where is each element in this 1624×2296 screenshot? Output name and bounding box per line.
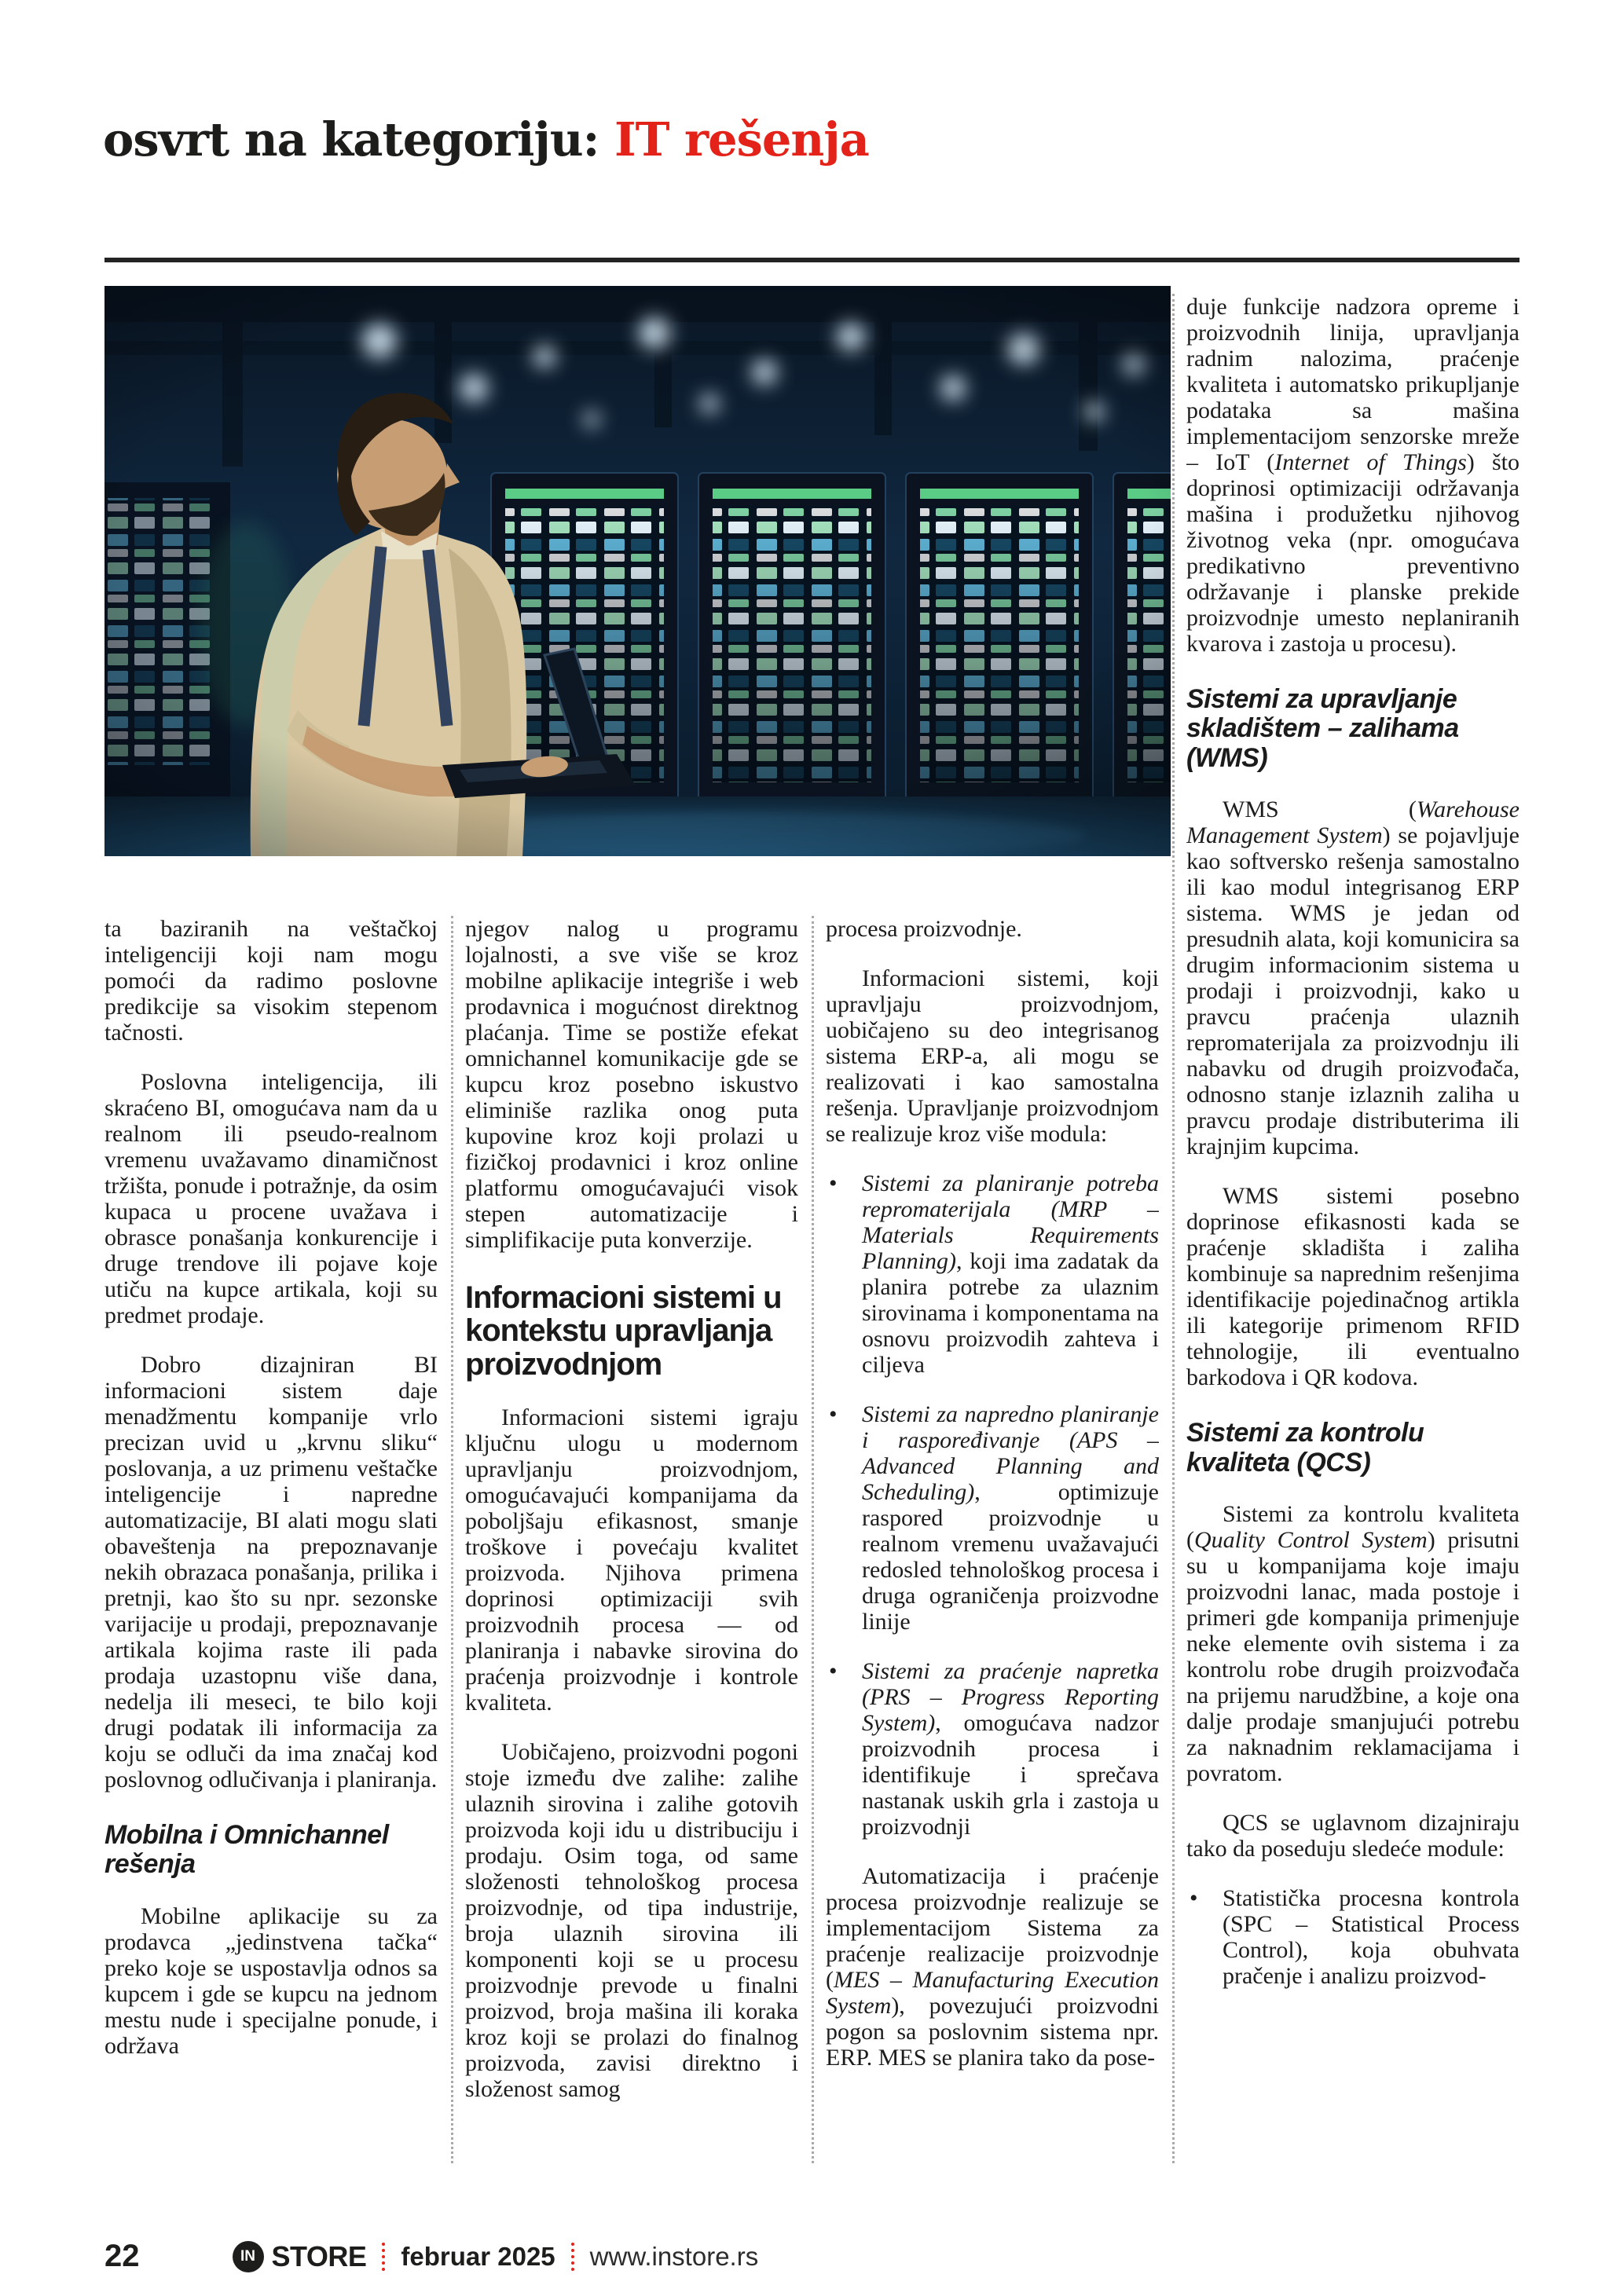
- page-kicker: [103, 112, 869, 167]
- paragraph: Informacioni sistemi, koji upravljaju proizvodnjom, uobičajeno su deo integrisanog sistema ERP-a, ali mogu se realizovati i kao samostalna rešenja. Upravljanje proizvodnjom se realizuje kroz više modula:: [826, 965, 1159, 1147]
- kicker-text: osvrt na kategoriju:: [103, 112, 614, 167]
- page-footer: [104, 2239, 758, 2274]
- page-number: 22: [104, 2239, 140, 2273]
- footer-divider-icon: [571, 2243, 574, 2271]
- paragraph: Informacioni sistemi igraju ključnu ulogu u modernom upravljanju proizvodnjom, omogućavajući kompanijama da poboljšaju efikasnost, smanje troškove i povećaju kvalitet proizvoda. Njihova primena doprinosi optimizaciji svih proizvodnih procesa — od planiranja i nabavke sirovina do praćenja proizvodnje i kontrole kvaliteta.: [465, 1404, 798, 1716]
- paragraph: Poslovna inteligencija, ili skraćeno BI, omogućava nam da u realnom ili pseudo-realnom vremenu uvažavamo dinamičnost tržišta, ponude i potražnje, da osim kupaca u procene uvažava i obrasce ponašanja konkurencije i druge trendove ili pojave koje utiču na kupce artikala, koji su predmet prodaje.: [104, 1069, 438, 1328]
- paragraph: njegov nalog u programu lojalnosti, a sve više se kroz mobilne aplikacije integriše i web prodavnica i mogućnost direktnog plaćanja. Time se postiže efekat omnichannel komunikacije gde se kupcu kroz posebno iskustvo eliminiše razlika onog puta kupovine kroz koji prolazi u fizičkoj prodavnici i kroz online platformu omogućavajući visok stepen automatizacije i simplifikacije puta konverzije.: [465, 916, 798, 1253]
- brand-name: STORE: [271, 2239, 367, 2272]
- paragraph: duje funkcije nadzora opreme i proizvodnih linija, upravljanja radnim nalozima, praćenje kvaliteta i automatsko prikupljanje podataka sa mašina implementacijom senzorske mreže – IoT (Internet of Things) što doprinosi optimizaciji održavanja mašina i produžetku njihovog životnog veka (npr. omogućava predikativno preventivno održavanje i planske prekide proizvodnje umesto neplaniranih kvarova i zastoja u procesu).: [1186, 294, 1520, 657]
- article-column-1: [104, 916, 438, 2163]
- paragraph: procesa proizvodnje.: [826, 916, 1022, 942]
- section-heading: Sistemi za kontrolu kvaliteta (QCS): [1186, 1418, 1424, 1478]
- section-heading: Sistemi za upravljanje skladištem – zalihama (WMS): [1186, 684, 1459, 773]
- article-column-2: [465, 916, 798, 2163]
- server-room-photo: [104, 286, 1171, 856]
- paragraph: WMS sistemi posebno doprinose efikasnosti kada se praćenje skladišta i zaliha kombinuje sa naprednim rešenjima identifikacije pojedinačnog artikla ili kategorije primenom RFID tehnologije, ili eventualno barkodova i QR kodova.: [1186, 1183, 1520, 1391]
- paragraph: Uobičajeno, proizvodni pogoni stoje između dve zalihe: zalihe ulaznih sirovina i zalihe gotovih proizvoda koji idu u distribuciju i prodaju. Osim toga, od same složenosti tehnološkog procesa proizvodnje, od tipa industrije, broja ulaznih sirovina ili komponenti koji se u procesu proizvodnje prevode u finalni proizvod, broja mašina ili koraka kroz koji se prolazi do finalnog proizvoda, zavisi direktno i složenost samog: [465, 1739, 798, 2103]
- article-column-3: [826, 916, 1159, 2163]
- article-photo: [104, 286, 1171, 856]
- section-heading: Informacioni sistemi u kontekstu upravljanja proizvodnjom: [465, 1280, 782, 1382]
- bullet-item: • Sistemi za planiranje potreba repromaterijala (MRP – Materials Requirements Planning), koji ima zadatak da planira potrebe za ulaznim sirovinama i komponentama na osnovu proizvodih zahteva i ciljeva: [826, 1170, 1159, 1378]
- column-separator: [812, 916, 814, 2163]
- paragraph: WMS (Warehouse Management System) se pojavljuje kao softversko rešenja samostalno ili kao modul integrisanog ERP sistema. WMS je jedan od presudnih alata, koji komunicira sa drugim informacionim sistema u prodaji i proizvodnji, kako u pravcu praćenja ulaznih repromaterijala za proizvodnju ili nabavku od drugih proizvođača, odnosno stanje izlaznih zaliha u pravcu prodaje distributerima ili krajnjim kupcima.: [1186, 796, 1520, 1160]
- paragraph: QCS se uglavnom dizajniraju tako da poseduju sledeće module:: [1186, 1809, 1520, 1862]
- kicker-highlight: IT rešenja: [614, 112, 869, 167]
- paragraph: Automatizacija i praćenje procesa proizvodnje realizuje se implementacijom Sistema za praćenje realizacije proizvodnje (MES – Manufacturing Execution System), povezujući proizvodni pogon sa poslovnim sistema npr. ERP. MES se planira tako da pose-: [826, 1863, 1159, 2071]
- bullet-item: • Sistemi za praćenje napretka (PRS – Progress Reporting System), omogućava nadzor proizvodnih procesa i identifikuje i sprečava nastanak uskih grla i zastoja u proizvodnji: [826, 1658, 1159, 1840]
- issue-date: februar 2025: [401, 2241, 555, 2271]
- footer-divider-icon: [382, 2243, 385, 2271]
- paragraph: Dobro dizajniran BI informacioni sistem daje menadžmentu kompanije vrlo precizan uvid u „krvnu sliku“ poslovanja, a uz primenu veštačke inteligencije i napredne automatizacije, BI alati mogu slati obaveštenja na prepoznavanje nekih obrazaca ponašanja, prilika i pretnji, kao što su npr. sezonske varijacije u prodaji, prepoznavanje artikala kojima raste ili pada prodaja uzastopnu više dana, nedelja ili meseci, te bilo koji drugi podatak ili informacija za koju se odluči da ima značaj kod poslovnog odlučivanja i planiranja.: [104, 1352, 438, 1792]
- instore-logo-icon: IN: [233, 2241, 264, 2272]
- header-rule: [104, 258, 1520, 262]
- column-separator: [1172, 294, 1175, 2163]
- bullet-item: • Statistička procesna kontrola (SPC – Statistical Process Control), koja obuhvata pračenje i analizu proizvod-: [1186, 1885, 1520, 1989]
- article-column-4: [1186, 294, 1520, 2165]
- paragraph: Sistemi za kontrolu kvaliteta (Quality Control System) prisutni su u kompanijama koje imaju proizvodni lanac, mada postoje i primeri gde kompanija primenjuje neke elemente ovih sistema i za kontrolu robe drugih proizvođača na prijemu narudžbine, a koje ona dalje prodaje smanjujući potrebu za naknadnim reklamacijama i povratom.: [1186, 1500, 1520, 1786]
- paragraph: Mobilne aplikacije su za prodavca „jedinstvena tačka“ preko koje se uspostavlja odnos sa kupcem i gde se kupcu na jednom mestu nude i specijalne ponude, i održava: [104, 1902, 438, 2059]
- paragraph: ta baziranih na veštačkoj inteligenciji koji nam mogu pomoći da radimo poslovne predikcije sa visokim stepenom tačnosti.: [104, 916, 438, 1045]
- bullet-item: • Sistemi za napredno planiranje i raspoređivanje (APS – Advanced Planning and Scheduling), optimizuje raspored proizvodnje u realnom vremenu uvažavajući redosled tehnološkog procesa i druga ograničenja proizvodne linije: [826, 1401, 1159, 1635]
- column-separator: [451, 916, 453, 2163]
- website-url: www.instore.rs: [589, 2241, 759, 2271]
- section-heading: Mobilna i Omnichannel rešenja: [104, 1820, 389, 1880]
